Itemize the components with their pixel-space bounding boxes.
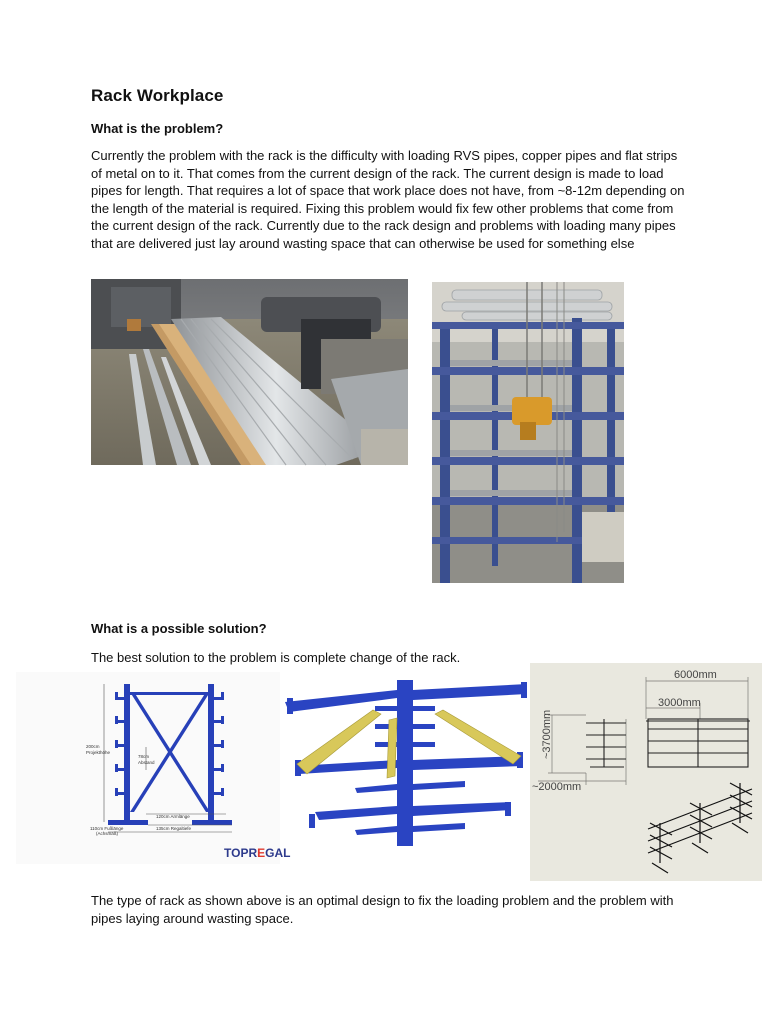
dim-half-label: 3000mm (658, 697, 701, 709)
solution-paragraph: The best solution to the problem is complete change of the rack. (91, 650, 461, 665)
cantilever-rack-render (285, 680, 531, 846)
foot-length-label: 110cm Fußlänge (90, 826, 124, 831)
solution-heading: What is a possible solution? (91, 621, 267, 636)
topregal-logo: TOPREGAL (224, 846, 291, 860)
height-label: 200cm (86, 744, 100, 749)
problem-paragraph: Currently the problem with the rack is the difficulty with loading RVS pipes, copper pipes and flat strips of metal on to it. That comes from the current design of the rack. The current design is made to load pipes for length. That requires a lot of space that work place does not have, from ~8-12m depending on the length of the material is required. Fixing this problem would fix few other problems that come from the current design of the rack. Currently due to the rack design and problems with loading many pipes that are delivered just lay around wasting space that can otherwise be used for something else (91, 148, 685, 251)
closing-paragraph: The type of rack as shown above is an optimal design to fix the loading problem and the problem with pipes laying around wasting space. (91, 893, 674, 926)
problem-heading: What is the problem? (91, 121, 224, 136)
dim-depth-label: ~2000mm (532, 781, 582, 793)
topregal-rack-figure (16, 672, 291, 864)
arm-length-label: 120cm Armlänge (156, 814, 190, 819)
arm-gap-sublabel: Abstand (138, 760, 155, 765)
dim-total-label: 6000mm (674, 669, 717, 681)
depth-label: 135cm Regaltiefe (156, 826, 192, 831)
foot-length-sublabel: (Achsmaß) (96, 831, 119, 836)
dim-height-label: ~3700mm (541, 709, 553, 759)
document-title: Rack Workplace (91, 86, 224, 105)
arm-gap-label: 78cm (138, 754, 150, 759)
pipes-on-floor-photo (91, 279, 408, 465)
rack-dimension-drawing (530, 663, 762, 881)
current-rack-photo (432, 282, 624, 583)
height-sublabel: Projekthöhe (86, 750, 111, 755)
